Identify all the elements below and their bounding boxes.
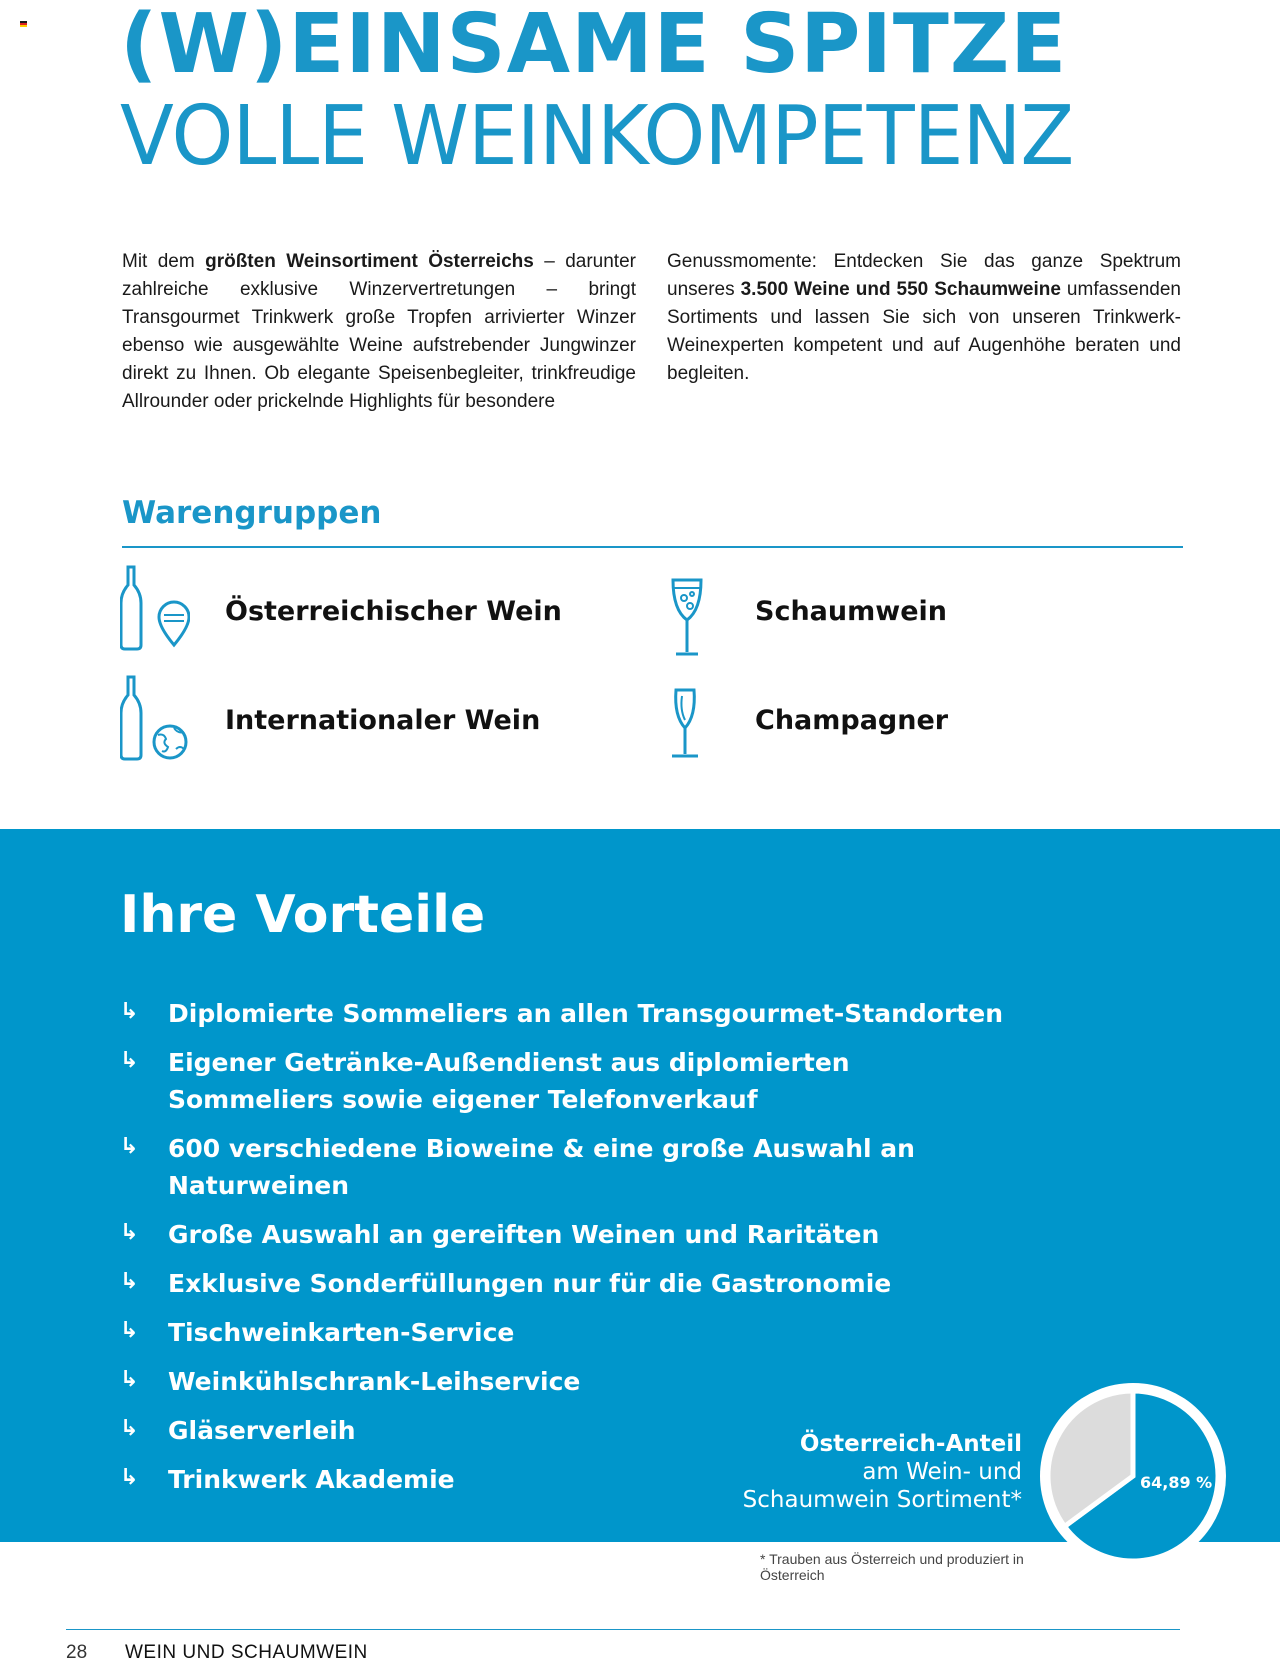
- benefit-item: ↳ Eigener Getränke-Außendienst aus diplomierten Sommeliers sowie eigener Telefonverkauf: [120, 1048, 850, 1114]
- footer-divider: [66, 1629, 1180, 1630]
- arrow-right-icon: ↳: [120, 1134, 139, 1159]
- benefit-item: ↳ Exklusive Sonderfüllungen nur für die Gastronomie: [120, 1269, 892, 1298]
- arrow-right-icon: ↳: [120, 1220, 139, 1245]
- share-subtitle-1: am Wein- und: [862, 1459, 1022, 1485]
- benefits-title: Ihre Vorteile: [120, 885, 486, 945]
- flute-glass-icon: [668, 688, 702, 760]
- bottle-pin-icon: [120, 565, 190, 651]
- arrow-right-icon: ↳: [120, 1048, 139, 1073]
- arrow-right-icon: ↳: [120, 1416, 139, 1441]
- warengruppen-title: Warengruppen: [122, 495, 382, 531]
- benefit-item: ↳ Große Auswahl an gereiften Weinen und Raritäten: [120, 1220, 880, 1249]
- arrow-right-icon: ↳: [120, 1269, 139, 1294]
- arrow-right-icon: ↳: [120, 1465, 139, 1490]
- benefit-item: ↳ Gläserverleih: [120, 1416, 356, 1445]
- intro-text-col2: Genussmomente: Entdecken Sie das ganze Spektrum unseres 3.500 Weine und 550 Schaumweine umfassenden Sortiments und lassen Sie sich von unseren Trinkwerk-Weinexperten kompetent und auf Augenhöhe beraten und begleiten.: [667, 251, 1182, 384]
- group-label: Champagner: [755, 705, 949, 736]
- arrow-right-icon: ↳: [120, 1367, 139, 1392]
- page-subtitle: VOLLE WEINKOMPETENZ: [120, 89, 1074, 184]
- benefit-item: ↳ 600 verschiedene Bioweine & eine große Auswahl an Naturweinen: [120, 1134, 915, 1200]
- group-label: Schaumwein: [755, 596, 947, 627]
- language-flag-icon: [20, 21, 27, 27]
- footer-section-title: WEIN UND SCHAUMWEIN: [125, 1642, 368, 1663]
- pie-value-label: 64,89 %: [1140, 1473, 1213, 1492]
- sparkling-glass-icon: [670, 578, 704, 658]
- page-number: 28: [66, 1642, 88, 1663]
- benefit-item: ↳ Weinkühlschrank-Leihservice: [120, 1367, 581, 1396]
- arrow-right-icon: ↳: [120, 999, 139, 1024]
- benefit-item: ↳ Tischweinkarten-Service: [120, 1318, 515, 1347]
- austria-share-caption: [700, 1430, 1022, 1514]
- section-divider: [122, 546, 1183, 548]
- footnote: * Trauben aus Österreich und produziert in Österreich: [760, 1551, 1024, 1583]
- intro-text-col1: Mit dem größten Weinsortiment Österreichs – darunter zahlreiche exklusive Winzervertretungen – bringt Transgourmet Trinkwerk große Tropfen arrivierter Winzer ebenso wie ausgewählte Weine aufstrebender Jungwinzer direkt zu Ihnen. Ob elegante Speisenbegleiter, trinkfreudige Allrounder oder prickelnde Highlights für besondere: [122, 251, 636, 412]
- share-title: Österreich-Anteil: [799, 1431, 1022, 1457]
- benefit-item: ↳ Diplomierte Sommeliers an allen Transgourmet-Standorten: [120, 999, 1003, 1028]
- page-title: (W)EINSAME SPITZE: [120, 0, 1068, 92]
- arrow-right-icon: ↳: [120, 1318, 139, 1343]
- group-label: Österreichischer Wein: [225, 596, 562, 627]
- benefit-item: ↳ Trinkwerk Akademie: [120, 1465, 455, 1494]
- group-label: Internationaler Wein: [225, 705, 541, 736]
- bottle-globe-icon: [120, 675, 190, 761]
- share-subtitle-2: Schaumwein Sortiment*: [742, 1487, 1022, 1513]
